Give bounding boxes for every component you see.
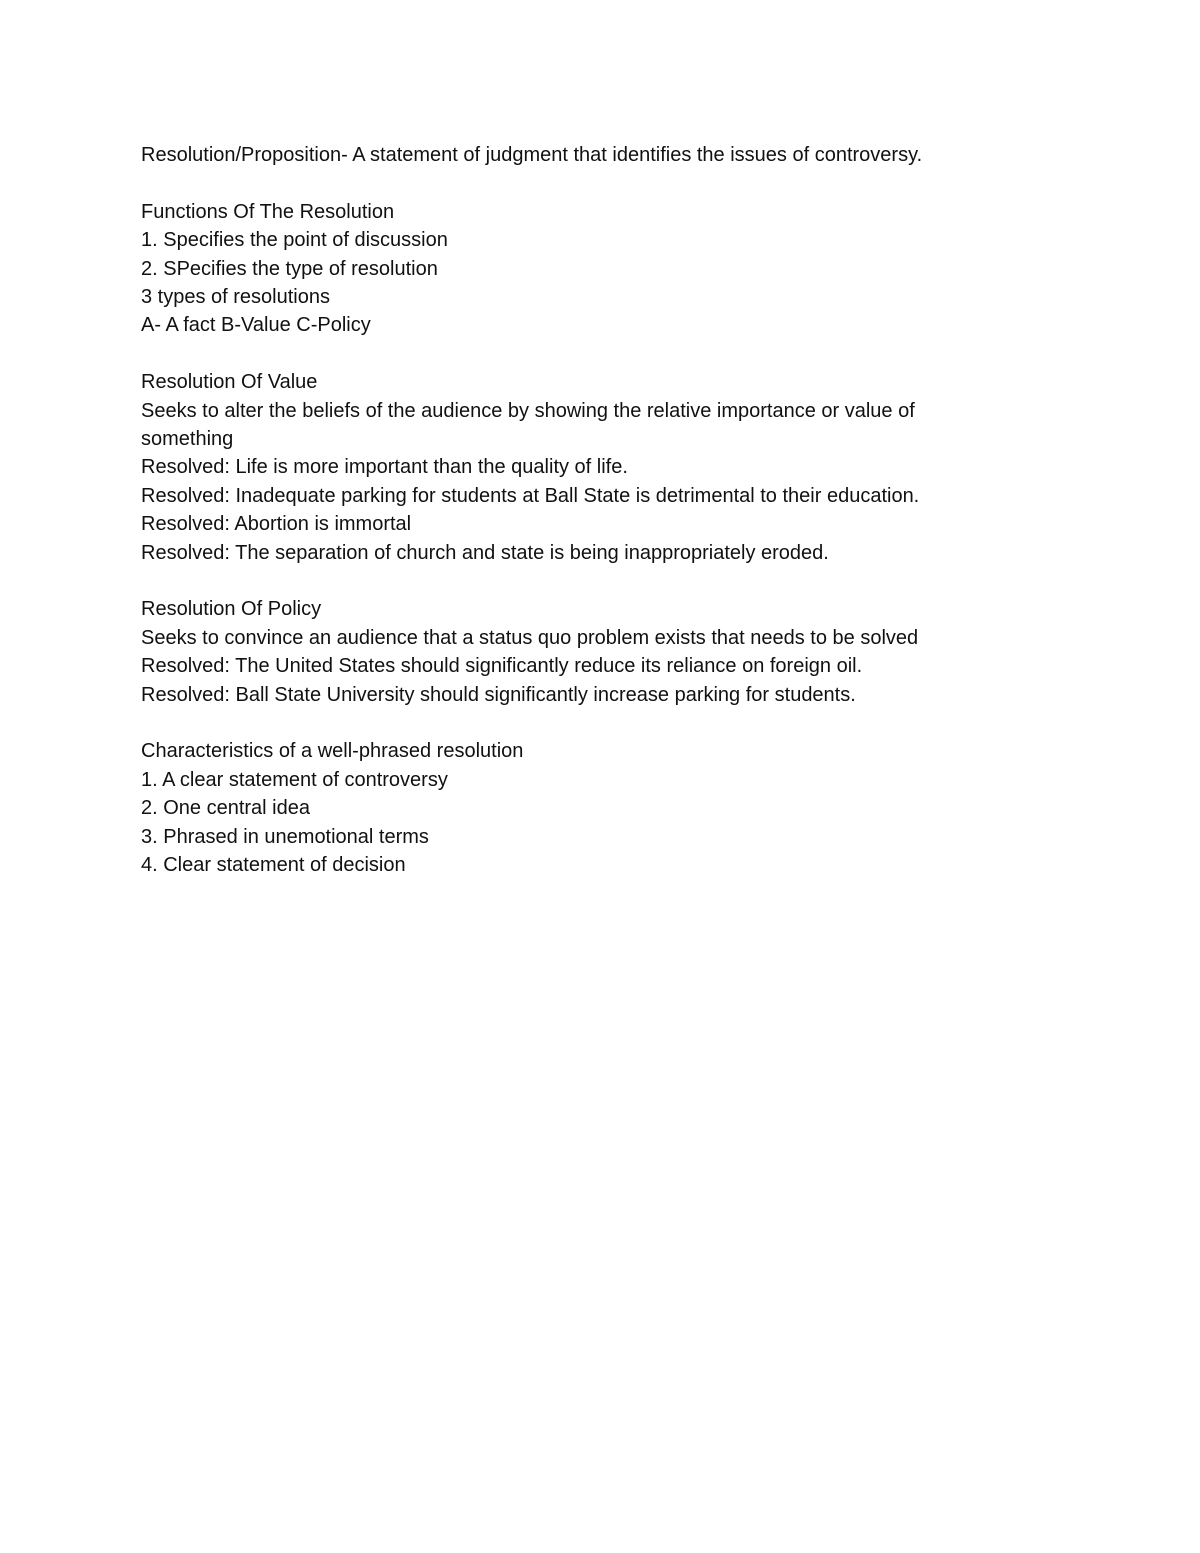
characteristics-section xyxy=(141,737,1041,879)
blank-line xyxy=(141,567,1041,595)
value-section xyxy=(141,368,1041,567)
value-heading: Resolution Of Value xyxy=(141,371,318,394)
functions-item: A- A fact B-Value C-Policy xyxy=(141,314,371,337)
characteristics-item: 3. Phrased in unemotional terms xyxy=(141,825,429,848)
value-example: Resolved: Inadequate parking for students at Ball State is detrimental to their education. xyxy=(141,484,920,507)
policy-section xyxy=(141,595,1041,709)
characteristics-heading: Characteristics of a well-phrased resolution xyxy=(141,740,524,763)
value-example: Resolved: Life is more important than the quality of life. xyxy=(141,456,628,479)
characteristics-item: 2. One central idea xyxy=(141,797,310,820)
blank-line xyxy=(141,169,1041,197)
functions-item: 3 types of resolutions xyxy=(141,286,330,309)
definition-line: Resolution/Proposition- A statement of judgment that identifies the issues of controversy. xyxy=(141,144,923,166)
characteristics-item: 1. A clear statement of controversy xyxy=(141,768,448,791)
value-example: Resolved: The separation of church and state is being inappropriately eroded. xyxy=(141,541,829,564)
policy-description: Seeks to convince an audience that a status quo problem exists that needs to be solved xyxy=(141,626,919,649)
value-example: Resolved: Abortion is immortal xyxy=(141,513,412,536)
characteristics-item: 4. Clear statement of decision xyxy=(141,854,406,877)
policy-example: Resolved: The United States should significantly reduce its reliance on foreign oil. xyxy=(141,655,863,678)
value-description: Seeks to alter the beliefs of the audience by showing the relative importance or value of something xyxy=(141,399,915,451)
document-body xyxy=(141,141,1041,880)
functions-heading: Functions Of The Resolution xyxy=(141,200,395,223)
blank-line xyxy=(141,709,1041,737)
policy-example: Resolved: Ball State University should significantly increase parking for students. xyxy=(141,683,856,706)
policy-heading: Resolution Of Policy xyxy=(141,598,322,621)
functions-item: 1. Specifies the point of discussion xyxy=(141,229,448,252)
functions-item: 2. SPecifies the type of resolution xyxy=(141,257,438,280)
functions-section xyxy=(141,198,1041,340)
blank-line xyxy=(141,340,1041,368)
